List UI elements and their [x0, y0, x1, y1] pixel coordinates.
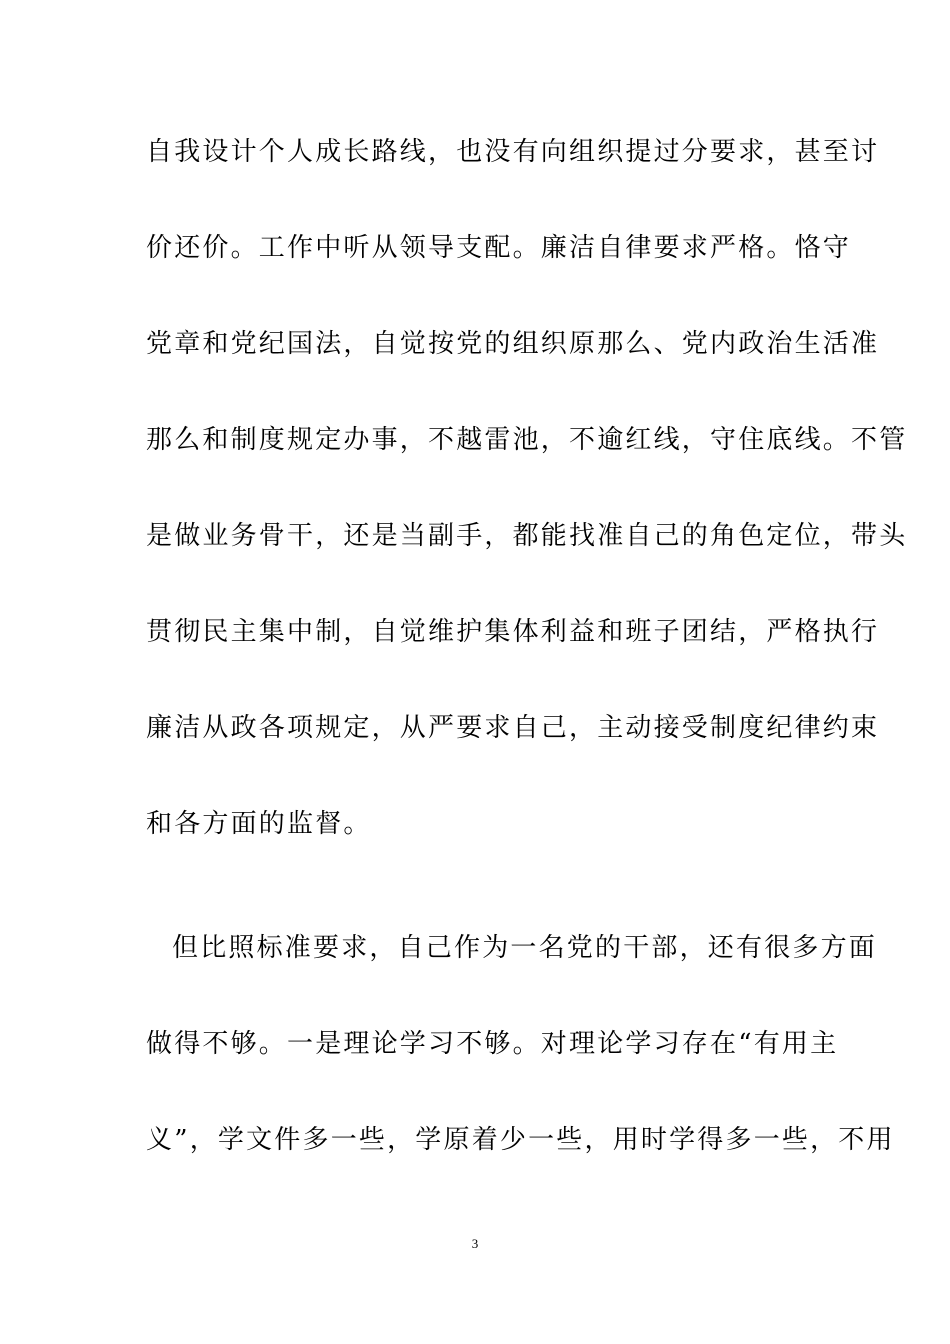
- text-line: 价还价。工作中听从领导支配。廉洁自律要求严格。恪守: [146, 233, 852, 263]
- text-line: 贯彻民主集中制，自觉维护集体利益和班子团结，严格执行: [146, 617, 880, 647]
- text-line: 党章和党纪国法，自觉按党的组织原那么、党内政治生活准: [146, 329, 880, 359]
- text-line: 义”，学文件多一些，学原着少一些，用时学得多一些，不用: [146, 1125, 895, 1155]
- page-number: 3: [471, 1236, 479, 1251]
- text-line: 和各方面的监督。: [146, 809, 372, 839]
- text-line: 那么和制度规定办事，不越雷池，不逾红线，守住底线。不管: [146, 425, 908, 455]
- text-line: 做得不够。一是理论学习不够。对理论学习存在“有用主: [146, 1029, 839, 1059]
- text-line: 廉洁从政各项规定，从严要求自己，主动接受制度纪律约束: [146, 713, 880, 743]
- text-line: 是做业务骨干，还是当副手，都能找准自己的角色定位，带头: [146, 521, 908, 551]
- paragraph-start-line: 但比照标准要求，自己作为一名党的干部，还有很多方面: [172, 933, 878, 963]
- text-line: 自我设计个人成长路线，也没有向组织提过分要求，甚至讨: [146, 137, 880, 167]
